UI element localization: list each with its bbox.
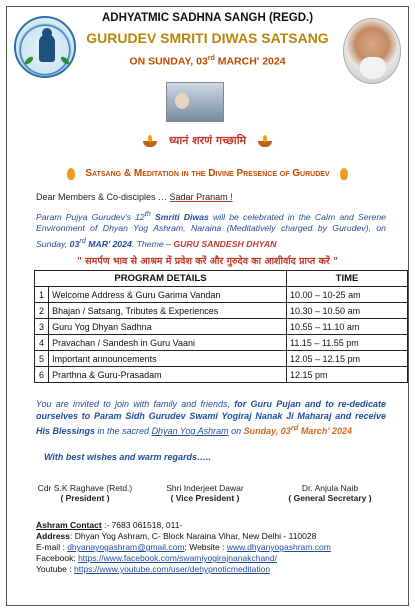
row-number: 1 [35, 287, 49, 303]
event-date: ON SUNDAY, 03rd MARCH' 2024 [129, 55, 286, 68]
program-row [35, 367, 408, 383]
email-link[interactable]: dhyanayogashram@gmail.com [67, 542, 185, 552]
email-website-line: E-mail : dhyanayogashram@gmail.com; Website : www.dhyanyogashram.com [36, 542, 331, 552]
lamp-icon [257, 135, 273, 147]
program-item: Guru Yog Dhyan Sadhna [49, 319, 287, 335]
signatory-role: ( General Secretary ) [288, 493, 372, 503]
program-item: Pravachan / Sandesh in Guru Vaani [49, 335, 287, 351]
program-item: Important announcements [49, 351, 287, 367]
signatory-name: Cdr S.K Raghave (Retd.) [37, 483, 133, 493]
flame-icon [67, 168, 75, 180]
signatory-name: Dr. Anjula Naib [301, 483, 359, 493]
greeting: Dear Members & Co-disciples … Sadar Pranam ! [36, 192, 233, 202]
gurudev-photo [166, 82, 224, 122]
intro-paragraph: Param Pujya Gurudev's 12th Smriti Diwas will be celebrated in the Calm and Serene Environment of Dhyan Yog Ashram, Naraina (Meditatively charged by Gurudev), on Sunday, 03rd MAR' 2024. Theme – GURU SANDESH DHYAN [36, 209, 386, 249]
address-line: Address: Dhyan Yog Ashram, C- Block Naraina Vihar, New Delhi - 110028 [36, 531, 317, 541]
section-heading-row [0, 165, 415, 183]
facebook-line: Facebook: https://www.facebook.com/swamiyogirajnanakchand/ [36, 553, 277, 563]
signatory-vice-president [150, 483, 260, 503]
signatory-general-secretary [270, 483, 390, 503]
row-number: 2 [35, 303, 49, 319]
program-details-header: PROGRAM DETAILS [35, 271, 287, 287]
mantra-row [0, 132, 415, 150]
sangh-logo [14, 16, 76, 78]
invitation-paragraph: You are invited to join with family and friends, for Guru Pujan and to re-dedicate ourselves to Param Sidh Gurudev Swami Yogiraj Nanak Ji Maharaj and receive His Blessings in the sacred Dhyan Yog Ashram on Sunday, 03rd March' 2024 [36, 399, 387, 436]
signatory-name: Shri Inderjeet Dawar [166, 483, 244, 493]
program-row [35, 335, 408, 351]
program-table [34, 270, 408, 383]
program-row [35, 351, 408, 367]
event-title: GURUDEV SMRITI DIWAS SATSANG [86, 30, 329, 46]
program-time: 10.00 – 10-25 am [287, 287, 408, 303]
program-row [35, 287, 408, 303]
ashram-contact: Ashram Contact :- 7683 061518, 011- [36, 520, 183, 530]
facebook-link[interactable]: https://www.facebook.com/swamiyogirajnanakchand/ [78, 553, 277, 563]
gurudev-portrait [343, 18, 401, 84]
program-item: Welcome Address & Guru Garima Vandan [49, 287, 287, 303]
program-item: Bhajan / Satsang, Tributes & Experiences [49, 303, 287, 319]
signatory-role: ( President ) [60, 493, 110, 503]
signatory-president [30, 483, 140, 503]
flame-icon [340, 168, 348, 180]
program-time: 10.55 – 11.10 am [287, 319, 408, 335]
section-heading: Satsang & Meditation in the Divine Presence of Gurudev [85, 168, 330, 180]
mantra-text: ध्यानं शरणं गच्छामि [168, 134, 247, 148]
program-header-row [35, 271, 408, 287]
lamp-icon [142, 135, 158, 147]
signatory-role: ( Vice President ) [170, 493, 240, 503]
program-time: 12.15 pm [287, 367, 408, 383]
contact-block [36, 520, 396, 575]
best-wishes: With best wishes and warm regards….. [44, 452, 211, 462]
youtube-line: Youtube : https://www.youtube.com/user/dehypnoticmeditation [36, 564, 271, 574]
program-item: Prarthna & Guru-Prasadam [49, 367, 287, 383]
row-number: 4 [35, 335, 49, 351]
program-row [35, 319, 408, 335]
program-row [35, 303, 408, 319]
org-name: ADHYATMIC SADHNA SANGH (REGD.) [101, 12, 314, 24]
hindi-slogan: " समर्पण भाव से आश्रम में प्रवेश करें और गुरुदेव का आशीर्वाद प्राप्त करें " [76, 256, 339, 267]
row-number: 6 [35, 367, 49, 383]
program-time: 12.05 – 12.15 pm [287, 351, 408, 367]
program-time: 10.30 – 10.50 am [287, 303, 408, 319]
website-link[interactable]: www.dhyanyogashram.com [226, 542, 331, 552]
row-number: 3 [35, 319, 49, 335]
youtube-link[interactable]: https://www.youtube.com/user/dehypnoticmeditation [74, 564, 271, 574]
time-header: TIME [287, 271, 408, 287]
row-number: 5 [35, 351, 49, 367]
program-time: 11.15 – 11.55 pm [287, 335, 408, 351]
